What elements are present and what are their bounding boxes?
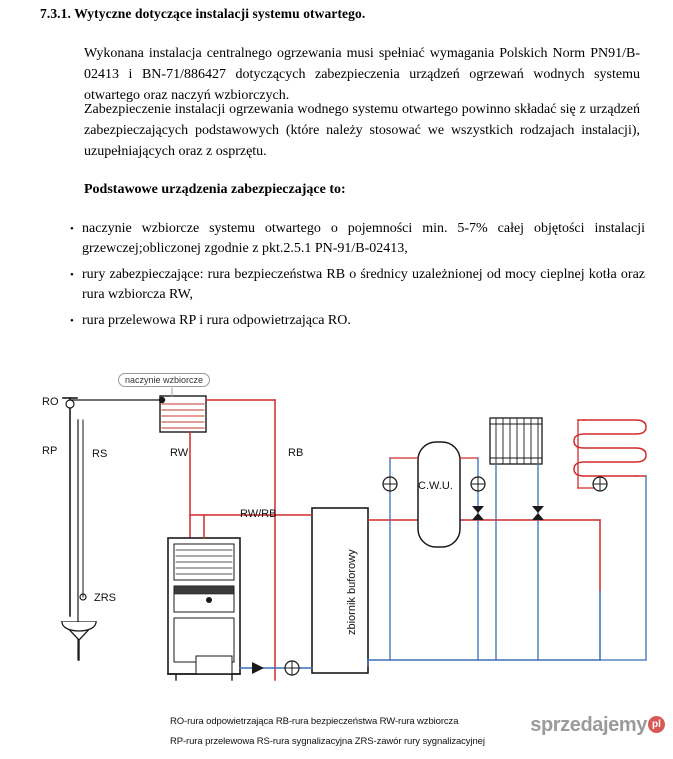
- paragraph-2: Zabezpieczenie instalacji ogrzewania wodnego systemu otwartego powinno składać się z urządzeń zabezpieczających podstawowych (które należy stosować we wszystkich rodzajach instalacji), uzupełniających oraz z osprzętu.: [84, 102, 640, 159]
- heating-system-diagram: [0, 360, 673, 759]
- watermark-text: sprzedajemy: [530, 714, 647, 736]
- label-naczynie-wzbiorcze: naczynie wzbiorcze: [118, 373, 210, 387]
- label-cwu: C.W.U.: [418, 480, 453, 492]
- label-rb: RB: [288, 447, 304, 459]
- label-rp: RP: [42, 445, 58, 457]
- legend-line-1: RO-rura odpowietrzająca RB-rura bezpieczeństwa RW-rura wzbiorcza: [170, 716, 459, 727]
- label-rs: RS: [92, 448, 108, 460]
- label-zrs: ZRS: [94, 592, 116, 604]
- paragraph-1: Wykonana instalacja centralnego ogrzewania musi spełniać wymagania Polskich Norm PN91/B-02413 i BN-71/886427 dotyczących zabezpieczenia urządzeń ogrzewań wodnych systemu otwartego oraz naczyń wzbiorczych.: [84, 46, 640, 103]
- watermark: [530, 714, 665, 737]
- section-heading: 7.3.1. Wytyczne dotyczące instalacji systemu otwartego.: [40, 6, 366, 21]
- label-rw: RW: [170, 447, 189, 459]
- bullet-list: [70, 219, 645, 337]
- list-item: • rury zabezpieczające: rura bezpieczeństwa RB o średnicy uzależnionej od mocy cieplnej kotła oraz rura wzbiorcza RW,: [70, 265, 645, 305]
- list-item: • rura przelewowa RP i rura odpowietrzająca RO.: [70, 311, 645, 331]
- legend-line-2: RP-rura przelewowa RS-rura sygnalizacyjna ZRS-zawór rury sygnalizacyjnej: [170, 736, 485, 747]
- label-ro: RO: [42, 396, 59, 408]
- watermark-suffix: pl: [648, 716, 665, 733]
- subheading: Podstawowe urządzenia zabezpieczające to:: [84, 182, 346, 197]
- label-zbiornik-buforowy: zbiornik buforowy: [346, 549, 358, 635]
- list-item: • naczynie wzbiorcze systemu otwartego o pojemności min. 5-7% całej objętości instalacji grzewczej;obliczonej zgodnie z pkt.2.5.1 PN-91/B-02413,: [70, 219, 645, 259]
- diagram-svg: [0, 360, 673, 759]
- label-rw-rb: RW/RB: [240, 508, 277, 520]
- diagram-legend: [170, 712, 485, 752]
